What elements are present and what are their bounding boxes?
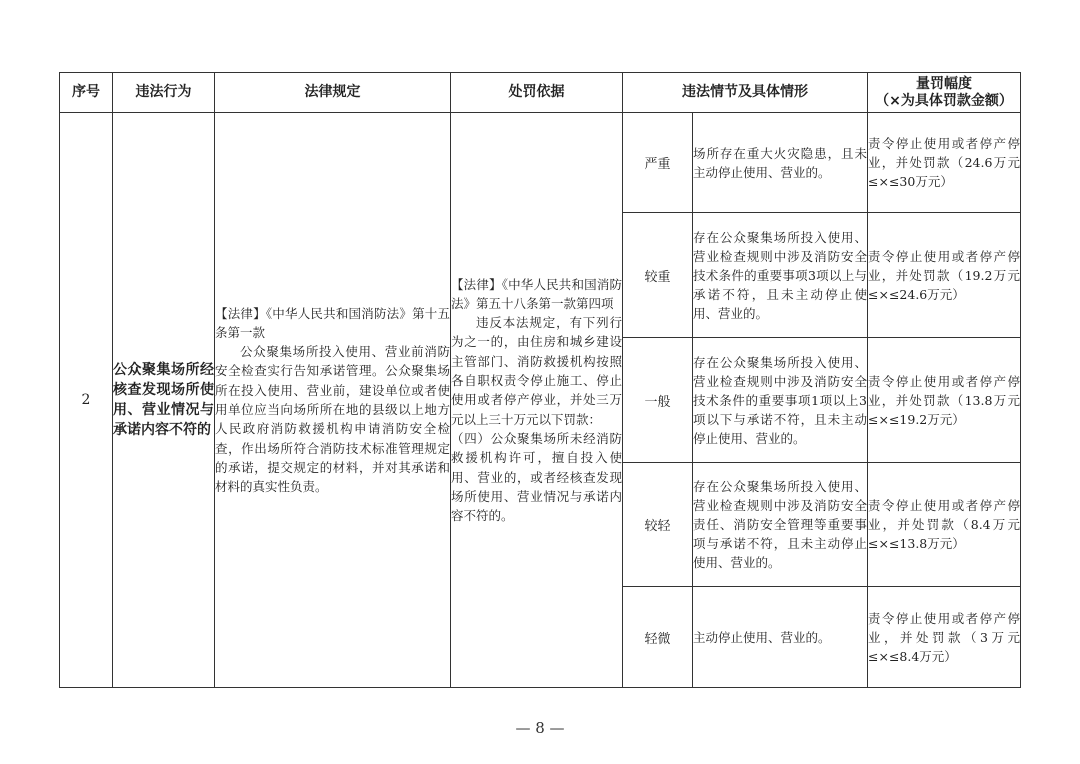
- penalty-minor: 责令停止使用或者停产停业，并处罚款（8.4万元≤×≤13.8万元）: [868, 463, 1021, 587]
- page-number: — 8 —: [515, 719, 565, 737]
- detail-slight: 主动停止使用、营业的。: [693, 587, 868, 688]
- penalty-table: [59, 72, 1021, 688]
- level-minor: 较轻: [623, 463, 693, 587]
- penalty-general: 责令停止使用或者停产停业，并处罚款（13.8万元≤×≤19.2万元）: [868, 338, 1021, 463]
- law-text: 公众聚集场所投入使用、营业前消防安全检查实行告知承诺管理。公众聚集场所在投入使用、营业前，建设单位或者使用单位应当向场所所在地的县级以上地方人民政府消防救援机构申请消防安全检查，作出场所符合消防技术标准管理规定的承诺，提交规定的材料，并对其承诺和材料的真实性负责。: [215, 344, 450, 495]
- header-seq: 序号: [60, 73, 113, 113]
- row-violation: 公众聚集场所经核查发现场所使用、营业情况与承诺内容不符的: [113, 113, 215, 688]
- row-seq: 2: [60, 113, 113, 688]
- detail-minor: 存在公众聚集场所投入使用、营业检查规则中涉及消防安全责任、消防安全管理等重要事项与承诺不符，且未主动停止使用、营业的。: [693, 463, 868, 587]
- level-general: 一般: [623, 338, 693, 463]
- header-detail: 违法情节及具体情形: [623, 73, 868, 113]
- level-serious: 较重: [623, 213, 693, 338]
- header-penalty: [868, 73, 1021, 113]
- law-title: 【法律】《中华人民共和国消防法》第十五条第一款: [215, 305, 450, 340]
- row-law-provision: [215, 113, 451, 688]
- penalty-slight: 责令停止使用或者停产停业，并处罚款（3万元≤×≤8.4万元）: [868, 587, 1021, 688]
- header-act: 违法行为: [113, 73, 215, 113]
- header-penalty-line2: （×为具体罚款金额）: [875, 92, 1013, 109]
- basis-text: 违反本法规定，有下列行为之一的，由住房和城乡建设主管部门、消防救援机构按照各自职权责令停止施工、停止使用或者停产停业，并处三万元以上三十万元以下罚款：: [451, 315, 622, 427]
- detail-general: 存在公众聚集场所投入使用、营业检查规则中涉及消防安全技术条件的重要事项1项以上3项以下与承诺不符，且未主动停止使用、营业的。: [693, 338, 868, 463]
- header-row: [60, 73, 1021, 113]
- penalty-serious: 责令停止使用或者停产停业，并处罚款（19.2万元≤×≤24.6万元）: [868, 213, 1021, 338]
- level-severe: 严重: [623, 113, 693, 213]
- header-law: 法律规定: [215, 73, 451, 113]
- penalty-severe: 责令停止使用或者停产停业，并处罚款（24.6万元≤×≤30万元）: [868, 113, 1021, 213]
- detail-serious: 存在公众聚集场所投入使用、营业检查规则中涉及消防安全技术条件的重要事项3项以上与承诺不符，且未主动停止使用、营业的。: [693, 213, 868, 338]
- detail-severe: 场所存在重大火灾隐患，且未主动停止使用、营业的。: [693, 113, 868, 213]
- header-penalty-line1: 量罚幅度: [916, 75, 972, 92]
- header-basis: 处罚依据: [451, 73, 623, 113]
- basis-item: （四）公众聚集场所未经消防救援机构许可，擅自投入使用、营业的，或者经核查发现场所使用、营业情况与承诺内容不符的。: [451, 430, 622, 524]
- level-slight: 轻微: [623, 587, 693, 688]
- basis-title: 【法律】《中华人民共和国消防法》第五十八条第一款第四项: [451, 276, 622, 311]
- table-row: [60, 113, 1021, 213]
- row-penalty-basis: [451, 113, 623, 688]
